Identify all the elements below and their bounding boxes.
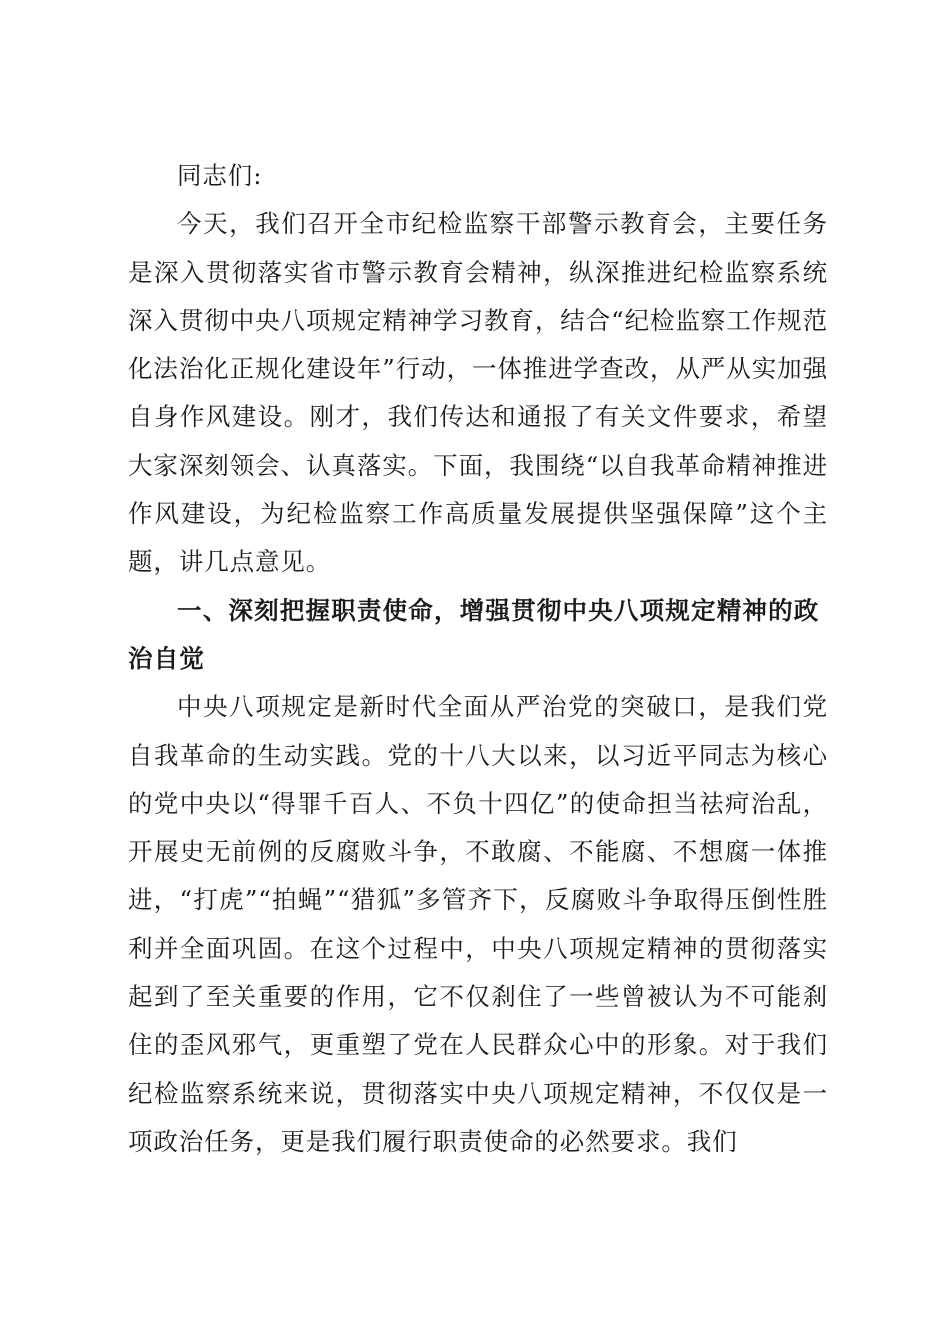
- intro-paragraph: 今天，我们召开全市纪检监察干部警示教育会，主要任务是深入贯彻落实省市警示教育会精神，纵深推进纪检监察系统深入贯彻中央八项规定精神学习教育，结合“纪检监察工作规范化法治化正规化建设年”行动，一体推进学查改，从严从实加强自身作风建设。刚才，我们传达和通报了有关文件要求，希望大家深刻领会、认真落实。下面，我围绕“以自我革命精神推进作风建设，为纪检监察工作高质量发展提供坚强保障”这个主题，讲几点意见。: [128, 209, 828, 577]
- section-heading: 一、深刻把握职责使命，增强贯彻中央八项规定精神的政治自觉: [128, 595, 820, 673]
- document-body: [128, 152, 828, 1166]
- section-paragraph: 中央八项规定是新时代全面从严治党的突破口，是我们党自我革命的生动实践。党的十八大以来，以习近平同志为核心的党中央以“得罪千百人、不负十四亿”的使命担当祛疴治乱，开展史无前例的反腐败斗争，不敢腐、不能腐、不想腐一体推进，“打虎”“拍蝇”“猎狐”多管齐下，反腐败斗争取得压倒性胜利并全面巩固。在这个过程中，中央八项规定精神的贯彻落实起到了至关重要的作用，它不仅刹住了一些曾被认为不可能刹住的歪风邪气，更重塑了党在人民群众心中的形象。对于我们纪检监察系统来说，贯彻落实中央八项规定精神，不仅仅是一项政治任务，更是我们履行职责使命的必然要求。我们: [128, 692, 828, 1156]
- salutation: 同志们:: [177, 161, 263, 190]
